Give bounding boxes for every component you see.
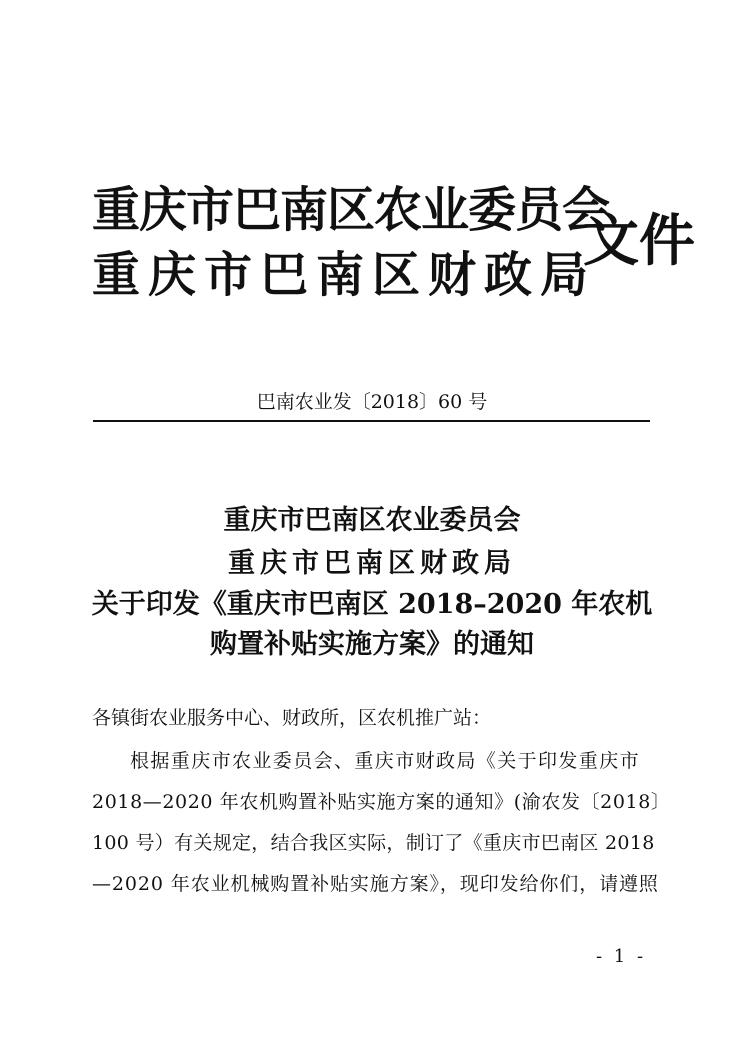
title-line-1: 重庆市巴南区农业委员会 (223, 505, 521, 536)
body-line: 100 号）有关规定，结合我区实际，制订了《重庆市巴南区 2018 (92, 832, 655, 854)
body-line: —2020 年农业机械购置补贴实施方案》，现印发给你们，请遵照 (92, 873, 659, 895)
body-line: 2018—2020 年农机购置补贴实施方案的通知》(渝农发〔2018〕 (92, 791, 671, 813)
body-line: 根据重庆市农业委员会、重庆市财政局《关于印发重庆市 (130, 750, 641, 772)
page-number: - 1 - (596, 946, 647, 967)
issuer-line-finance-bureau: 重庆市巴南区财政局 (92, 247, 597, 303)
title-line-3: 关于印发《重庆市巴南区 2018–2020 年农机 (91, 589, 653, 620)
issuer-line-agriculture-committee: 重庆市巴南区农业委员会 (92, 182, 610, 238)
document-number: 巴南农业发〔2018〕60 号 (256, 391, 488, 413)
title-line-2: 重庆市巴南区财政局 (228, 548, 516, 579)
letterhead-suffix: 文件 (583, 208, 695, 274)
salutation: 各镇街农业服务中心、财政所，区农机推广站： (92, 707, 492, 729)
title-line-4: 购置补贴实施方案》的通知 (210, 629, 534, 660)
header-divider (93, 420, 650, 422)
